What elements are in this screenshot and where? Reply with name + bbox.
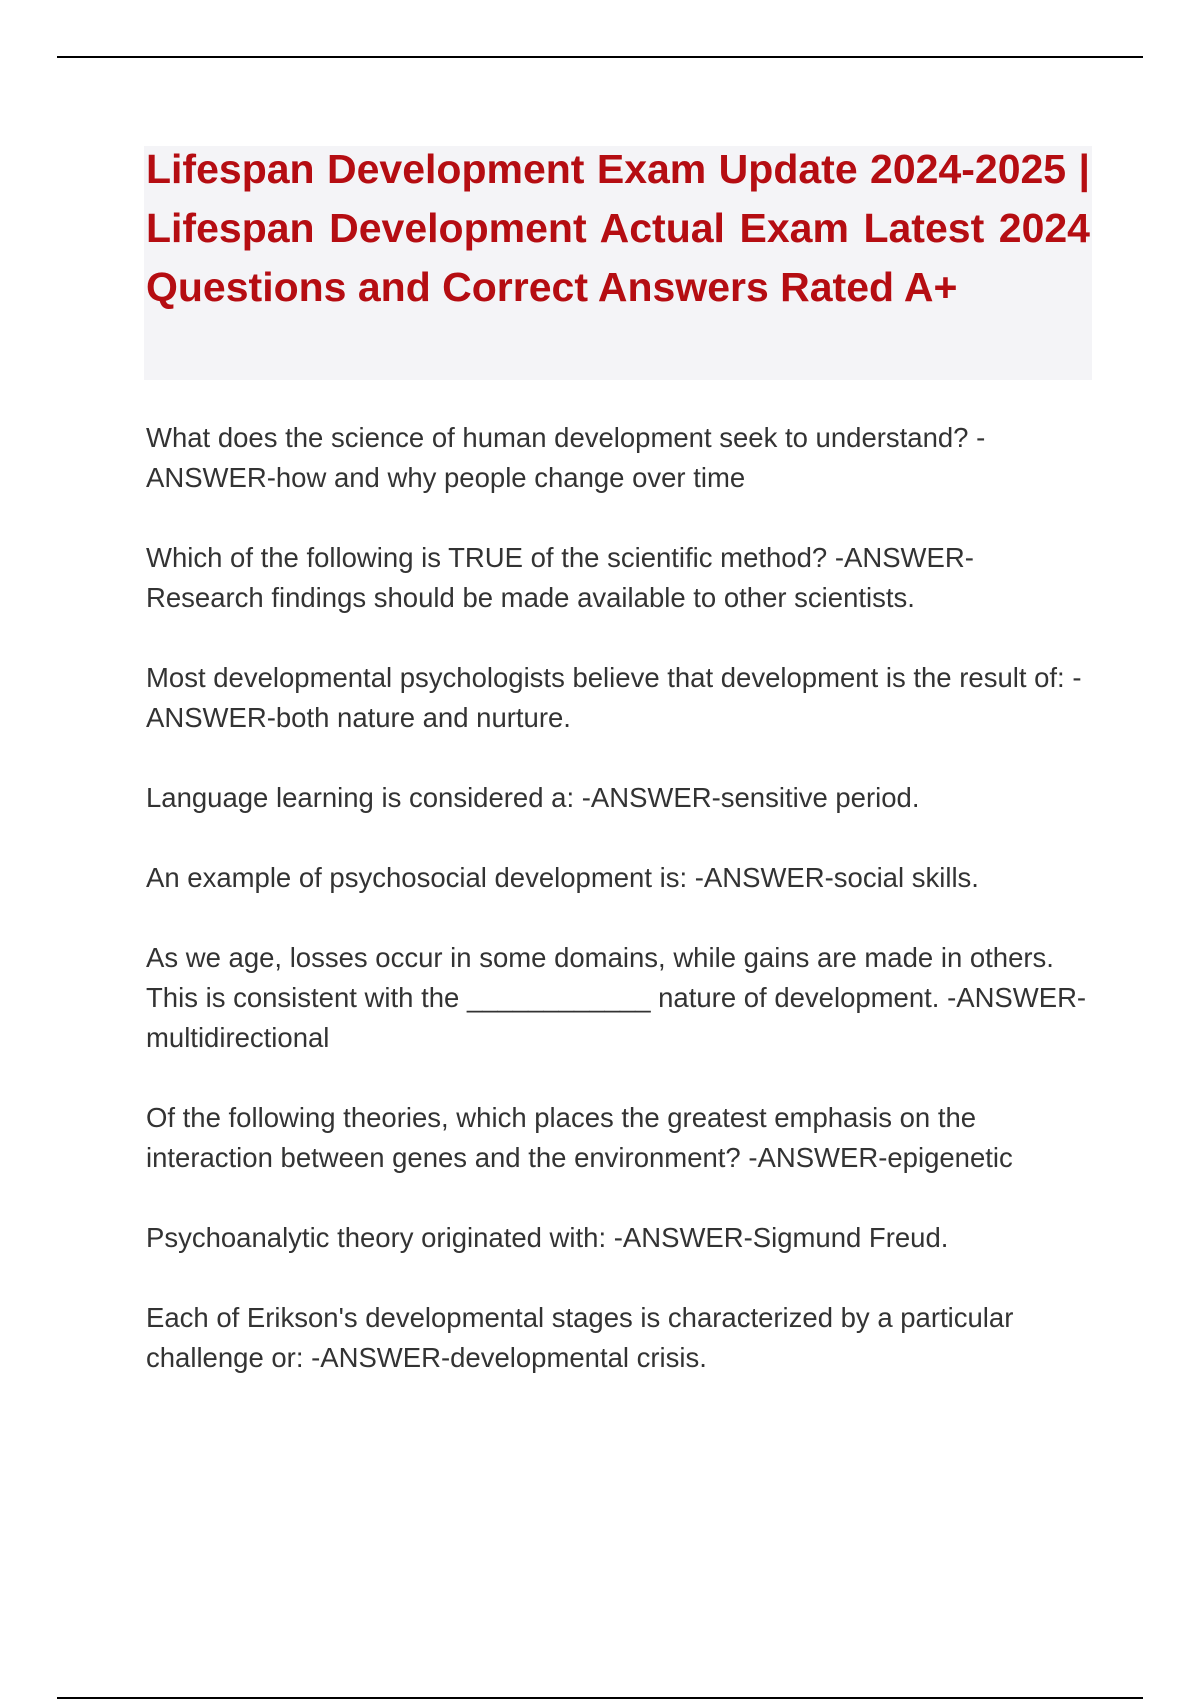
- qa-item-9: Each of Erikson's developmental stages is characterized by a particular challenge or: -ANSWER-developmental crisis.: [146, 1302, 1014, 1373]
- qa-item-4: Language learning is considered a: -ANSWER-sensitive period.: [146, 782, 920, 813]
- qa-item-5: An example of psychosocial development is: -ANSWER-social skills.: [146, 862, 979, 893]
- qa-item-1: What does the science of human development seek to understand? -ANSWER-how and why people change over time: [146, 422, 986, 493]
- qa-item-3: Most developmental psychologists believe that development is the result of: -ANSWER-both nature and nurture.: [146, 662, 1082, 733]
- document-title: Lifespan Development Exam Update 2024-2025 | Lifespan Development Actual Exam Latest 2024 Questions and Correct Answers Rated A+: [146, 146, 1090, 310]
- qa-item-8: Psychoanalytic theory originated with: -ANSWER-Sigmund Freud.: [146, 1222, 949, 1253]
- question-answer-list: [146, 418, 1090, 1418]
- bottom-rule: [57, 1697, 1143, 1699]
- qa-item-2: Which of the following is TRUE of the scientific method? -ANSWER-Research findings should be made available to other scientists.: [146, 542, 974, 613]
- qa-item-7: Of the following theories, which places the greatest emphasis on the interaction between genes and the environment? -ANSWER-epigenetic: [146, 1102, 1013, 1173]
- top-rule: [57, 56, 1143, 58]
- qa-item-6: As we age, losses occur in some domains, while gains are made in others. This is consistent with the ____________ nature of development. -ANSWER-multidirectional: [146, 942, 1087, 1053]
